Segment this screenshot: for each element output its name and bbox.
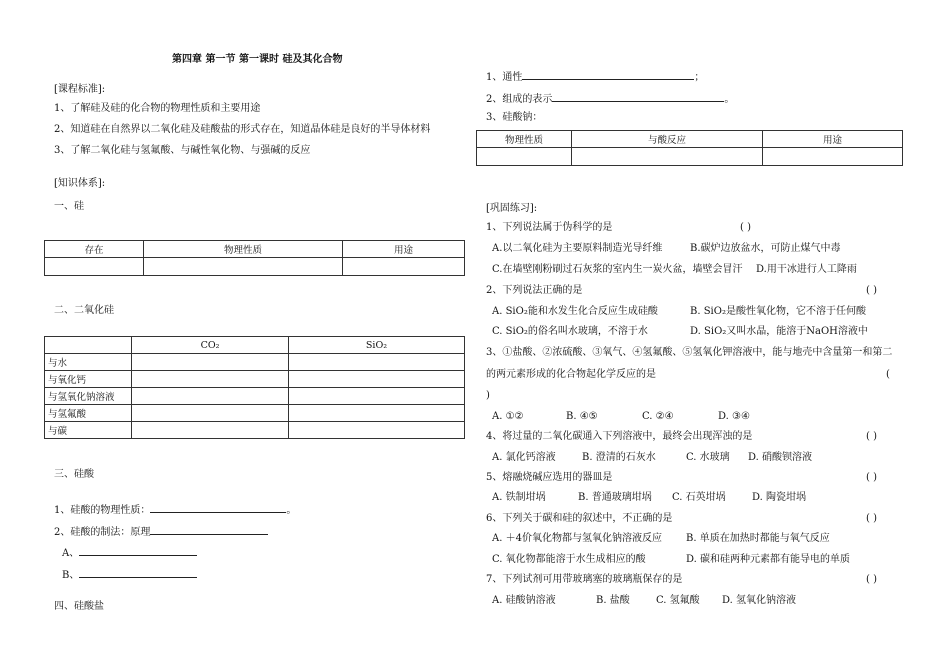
question-text: 2、组成的表示 <box>486 94 553 105</box>
section-heading: 三、硅酸 <box>54 469 94 480</box>
table-cell[interactable] <box>289 388 465 405</box>
answer-paren[interactable]: ( ) <box>866 431 877 442</box>
table-cell[interactable] <box>289 354 465 371</box>
standard-item: 3、了解二氧化硅与氢氟酸、与碱性氧化物、与强碱的反应 <box>54 145 311 156</box>
option: B. 单质在加热时都能与氧气反应 <box>686 533 830 544</box>
table-cell[interactable] <box>144 258 343 276</box>
answer-paren[interactable]: ( ) <box>866 285 877 296</box>
option: C. 氧化物都能溶于水生成相应的酸 <box>492 554 646 565</box>
question-text: 2、硅酸的制法：原理 <box>54 527 151 538</box>
answer-blank[interactable] <box>552 91 724 102</box>
option: A.以二氧化硅为主要原料制造光导纤维 <box>492 243 663 254</box>
table-cell[interactable] <box>132 422 289 439</box>
question-line <box>54 524 268 539</box>
question-end: ； <box>694 72 705 83</box>
answer-line <box>62 567 197 582</box>
option: D. 氢氧化钠溶液 <box>722 595 797 606</box>
answer-blank[interactable] <box>150 524 268 535</box>
option: B.碳炉边放盆水，可防止煤气中毒 <box>690 243 841 254</box>
answer-paren[interactable]: ( ) <box>866 574 877 585</box>
question-stem: 7、下列试剂可用带玻璃塞的玻璃瓶保存的是 <box>486 574 683 585</box>
question-stem: 4、将过量的二氧化碳通入下列溶液中，最终会出现浑浊的是 <box>486 431 753 442</box>
row-label: 与水 <box>45 354 132 371</box>
option: A. SiO₂能和水发生化合反应生成硅酸 <box>492 306 658 317</box>
option: D.用干冰进行人工降雨 <box>756 264 857 275</box>
option: D. 硝酸钡溶液 <box>748 452 813 463</box>
option: A. ＋4价氧化物都与氢氧化钠溶液反应 <box>492 533 662 544</box>
question-stem: 3、①盐酸、②浓硫酸、③氧气、④氢氟酸、⑤氢氧化钾溶液中，能与地壳中含量第一和第二 <box>486 347 893 358</box>
table-cell[interactable] <box>289 422 465 439</box>
option: A. 铁制坩埚 <box>492 492 546 503</box>
question-line <box>486 91 734 106</box>
question-line <box>486 69 704 84</box>
option: C. ②④ <box>642 411 674 422</box>
knowledge-heading: [知识体系]: <box>54 178 106 189</box>
question-stem: 的两元素形成的化合物起化学反应的是 <box>486 369 656 380</box>
table-cell[interactable] <box>289 405 465 422</box>
table-header: CO₂ <box>132 337 289 354</box>
sodium-silicate-table <box>476 130 903 166</box>
option: C. 水玻璃 <box>686 452 730 463</box>
table-cell[interactable] <box>477 148 572 166</box>
table-cell[interactable] <box>343 258 465 276</box>
table-header: 用途 <box>343 241 465 258</box>
table-header: 与酸反应 <box>572 131 763 148</box>
option: B. 盐酸 <box>596 595 630 606</box>
question-end: 。 <box>724 94 735 105</box>
option: D. 陶瓷坩埚 <box>752 492 807 503</box>
option: C. SiO₂的俗名叫水玻璃，不溶于水 <box>492 326 648 337</box>
answer-blank[interactable] <box>79 545 197 556</box>
option: D. SiO₂又叫水晶，能溶于NaOH溶液中 <box>690 326 868 337</box>
page-title: 第四章 第一节 第一课时 硅及其化合物 <box>172 54 343 65</box>
standard-item: 2、知道硅在自然界以二氧化硅及硅酸盐的形式存在，知道晶体硅是良好的半导体材料 <box>54 124 431 135</box>
answer-line <box>62 545 197 560</box>
table-cell[interactable] <box>45 258 144 276</box>
option: A. 氯化钙溶液 <box>492 452 556 463</box>
option: B. 澄清的石灰水 <box>582 452 656 463</box>
table-header: 用途 <box>763 131 903 148</box>
answer-paren[interactable]: ) <box>486 390 490 401</box>
answer-paren[interactable]: ( ) <box>866 513 877 524</box>
standards-heading: [课程标准]: <box>54 84 106 95</box>
option: B. SiO₂是酸性氧化物，它不溶于任何酸 <box>690 306 866 317</box>
answer-paren[interactable]: ( ) <box>740 222 751 233</box>
question-text: 1、硅酸的物理性质： <box>54 505 151 516</box>
standard-item: 1、了解硅及硅的化合物的物理性质和主要用途 <box>54 103 261 114</box>
option: C. 石英坩埚 <box>672 492 726 503</box>
question-stem: 6、下列关于碳和硅的叙述中，不正确的是 <box>486 513 673 524</box>
answer-label: A、 <box>62 548 80 559</box>
option: D. ③④ <box>718 411 750 422</box>
table-cell[interactable] <box>572 148 763 166</box>
table-header: 物理性质 <box>144 241 343 258</box>
section-heading: 四、硅酸盐 <box>54 601 104 612</box>
question-line <box>54 502 296 517</box>
option: C. 氢氟酸 <box>656 595 700 606</box>
question-stem: 2、下列说法正确的是 <box>486 285 583 296</box>
option: A. 硅酸钠溶液 <box>492 595 556 606</box>
table-cell[interactable] <box>132 354 289 371</box>
row-label: 与氢氧化钠溶液 <box>45 388 132 405</box>
question-text: 1、通性 <box>486 72 523 83</box>
table-cell[interactable] <box>289 371 465 388</box>
section-heading: 二、二氧化硅 <box>54 305 114 316</box>
option: A. ①② <box>492 411 524 422</box>
silicon-table <box>44 240 465 276</box>
table-header: 存在 <box>45 241 144 258</box>
table-cell[interactable] <box>132 388 289 405</box>
table-header: SiO₂ <box>289 337 465 354</box>
row-label: 与氧化钙 <box>45 371 132 388</box>
exercise-heading: [巩固练习]: <box>486 203 538 214</box>
row-label: 与碳 <box>45 422 132 439</box>
silica-comparison-table <box>44 336 465 439</box>
option: C.在墙壁刚粉刷过石灰浆的室内生一炭火盆，墙壁会冒汗 <box>492 264 743 275</box>
section-heading: 一、硅 <box>54 201 84 212</box>
answer-blank[interactable] <box>150 502 286 513</box>
answer-paren[interactable]: ( <box>886 369 890 380</box>
table-corner-cell <box>45 337 132 354</box>
table-header: 物理性质 <box>477 131 572 148</box>
question-stem: 5、熔融烧碱应选用的器皿是 <box>486 472 613 483</box>
table-cell[interactable] <box>763 148 903 166</box>
option: D. 碳和硅两种元素都有能导电的单质 <box>686 554 851 565</box>
table-cell[interactable] <box>132 371 289 388</box>
answer-blank[interactable] <box>522 69 694 80</box>
question-stem: 1、下列说法属于伪科学的是 <box>486 222 613 233</box>
option: B. 普通玻璃坩埚 <box>578 492 652 503</box>
question-line: 3、硅酸钠： <box>486 112 543 123</box>
question-end: 。 <box>286 505 297 516</box>
answer-paren[interactable]: ( ) <box>866 472 877 483</box>
row-label: 与氢氟酸 <box>45 405 132 422</box>
table-cell[interactable] <box>132 405 289 422</box>
answer-label: B、 <box>62 570 80 581</box>
answer-blank[interactable] <box>79 567 197 578</box>
option: B. ④⑤ <box>566 411 598 422</box>
